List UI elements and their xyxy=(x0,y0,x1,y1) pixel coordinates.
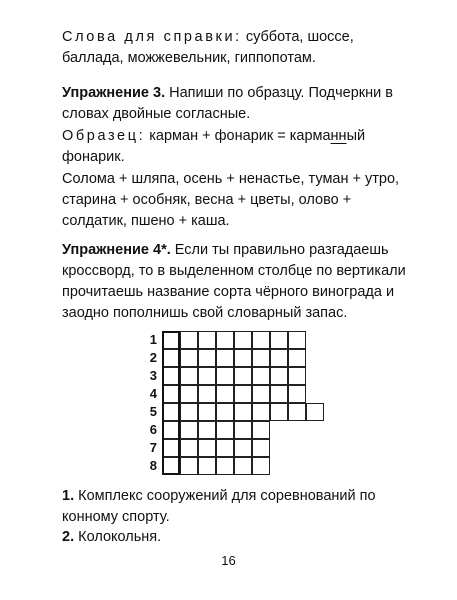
crossword-cell[interactable] xyxy=(234,421,252,439)
crossword-cell[interactable] xyxy=(234,385,252,403)
crossword-cell[interactable] xyxy=(216,403,234,421)
clue-2-number: 2. xyxy=(62,529,75,545)
crossword-cell[interactable] xyxy=(180,367,198,385)
crossword-cell[interactable] xyxy=(252,367,270,385)
crossword-cell[interactable] xyxy=(216,331,234,349)
crossword-row-number: 3 xyxy=(149,368,157,383)
exercise-3-sample xyxy=(62,126,412,168)
crossword-row-number: 6 xyxy=(149,422,157,437)
crossword-cell[interactable] xyxy=(198,331,216,349)
crossword-cell[interactable] xyxy=(180,349,198,367)
crossword-cell[interactable] xyxy=(252,385,270,403)
crossword-cell[interactable] xyxy=(162,385,180,403)
crossword-cell[interactable] xyxy=(180,439,198,457)
exercise-4-title: Упражнение 4*. xyxy=(62,242,171,258)
exercise-3-title: Упражнение 3. xyxy=(62,85,166,101)
crossword-cell[interactable] xyxy=(198,403,216,421)
crossword-cell[interactable] xyxy=(180,385,198,403)
sample-label: Образец: xyxy=(62,128,146,144)
crossword-cell[interactable] xyxy=(234,439,252,457)
crossword-cell[interactable] xyxy=(288,385,306,403)
clue-1-number: 1. xyxy=(62,488,75,504)
crossword-cell[interactable] xyxy=(234,403,252,421)
crossword-cell[interactable] xyxy=(180,403,198,421)
exercise-4-task xyxy=(62,240,412,324)
crossword-cell[interactable] xyxy=(216,367,234,385)
crossword-cell[interactable] xyxy=(288,349,306,367)
crossword-cell[interactable] xyxy=(234,457,252,475)
crossword-cell[interactable] xyxy=(252,331,270,349)
crossword-cell[interactable] xyxy=(270,385,288,403)
crossword-cell[interactable] xyxy=(288,331,306,349)
crossword-cell[interactable] xyxy=(252,439,270,457)
crossword-cell[interactable] xyxy=(234,349,252,367)
exercise-4-text: Если ты правильно разгадаешь кроссворд, то в выделенном столбце по вертикали прочитаешь название сорта чёрного винограда и заодно пополнишь свой словарный запас. xyxy=(62,242,406,321)
crossword-cell[interactable] xyxy=(252,403,270,421)
crossword-cell[interactable] xyxy=(288,403,306,421)
crossword-cell[interactable] xyxy=(216,439,234,457)
crossword-cell[interactable] xyxy=(252,349,270,367)
crossword-cell[interactable] xyxy=(180,331,198,349)
crossword-cell[interactable] xyxy=(270,331,288,349)
crossword-row-number: 2 xyxy=(149,350,157,365)
crossword-row-number: 7 xyxy=(149,440,157,455)
crossword-cell[interactable] xyxy=(216,457,234,475)
reference-text: суббота, шоссе, баллада, можжевельник, гиппопотам. xyxy=(62,29,354,66)
crossword-cell[interactable] xyxy=(270,367,288,385)
crossword-cell[interactable] xyxy=(162,439,180,457)
crossword-cell[interactable] xyxy=(252,421,270,439)
crossword-cell[interactable] xyxy=(180,421,198,439)
crossword-cell[interactable] xyxy=(234,367,252,385)
crossword-cell[interactable] xyxy=(216,421,234,439)
clue-2 xyxy=(62,527,412,548)
sample-underlined: нн xyxy=(330,128,347,144)
crossword-cell[interactable] xyxy=(270,403,288,421)
reference-words xyxy=(62,27,412,69)
crossword-cell[interactable] xyxy=(216,349,234,367)
exercise-3-task xyxy=(62,83,412,125)
crossword-cell[interactable] xyxy=(252,457,270,475)
page-number: 16 xyxy=(221,553,236,568)
exercise-3-word-pairs: Солома + шляпа, осень + ненастье, туман + утро, старина + особняк, весна + цветы, олово + солдатик, пшено + каша. xyxy=(62,171,400,229)
clue-1-text: Комплекс сооружений для соревнований по конному спорту. xyxy=(62,488,376,525)
crossword-row-number: 8 xyxy=(149,458,157,473)
clue-2-text: Колокольня. xyxy=(78,529,162,545)
crossword-cell[interactable] xyxy=(198,385,216,403)
crossword-row-number: 4 xyxy=(149,386,157,401)
crossword-cell[interactable] xyxy=(198,439,216,457)
crossword-row-number: 5 xyxy=(149,404,157,419)
crossword-cell[interactable] xyxy=(162,421,180,439)
sample-text-a: карман + фонарик = карма xyxy=(149,128,331,144)
exercise-3-words xyxy=(62,169,412,232)
crossword-cell[interactable] xyxy=(288,367,306,385)
crossword-cell[interactable] xyxy=(180,457,198,475)
crossword-cell[interactable] xyxy=(306,403,324,421)
crossword-cell[interactable] xyxy=(162,403,180,421)
sample-text-b: ый фонарик. xyxy=(62,128,366,165)
crossword-cell[interactable] xyxy=(234,331,252,349)
crossword-cell[interactable] xyxy=(162,457,180,475)
crossword-cell[interactable] xyxy=(198,421,216,439)
crossword-cell[interactable] xyxy=(162,331,180,349)
crossword-cell[interactable] xyxy=(270,349,288,367)
crossword-cell[interactable] xyxy=(162,349,180,367)
crossword-cell[interactable] xyxy=(198,457,216,475)
clue-1 xyxy=(62,486,412,528)
reference-label: Слова для справки: xyxy=(62,29,242,45)
crossword-cell[interactable] xyxy=(216,385,234,403)
crossword-cell[interactable] xyxy=(198,367,216,385)
crossword-cell[interactable] xyxy=(198,349,216,367)
crossword-row-number: 1 xyxy=(149,332,157,347)
exercise-3-text: Напиши по образцу. Подчеркни в словах двойные согласные. xyxy=(62,85,393,122)
crossword-cell[interactable] xyxy=(162,367,180,385)
